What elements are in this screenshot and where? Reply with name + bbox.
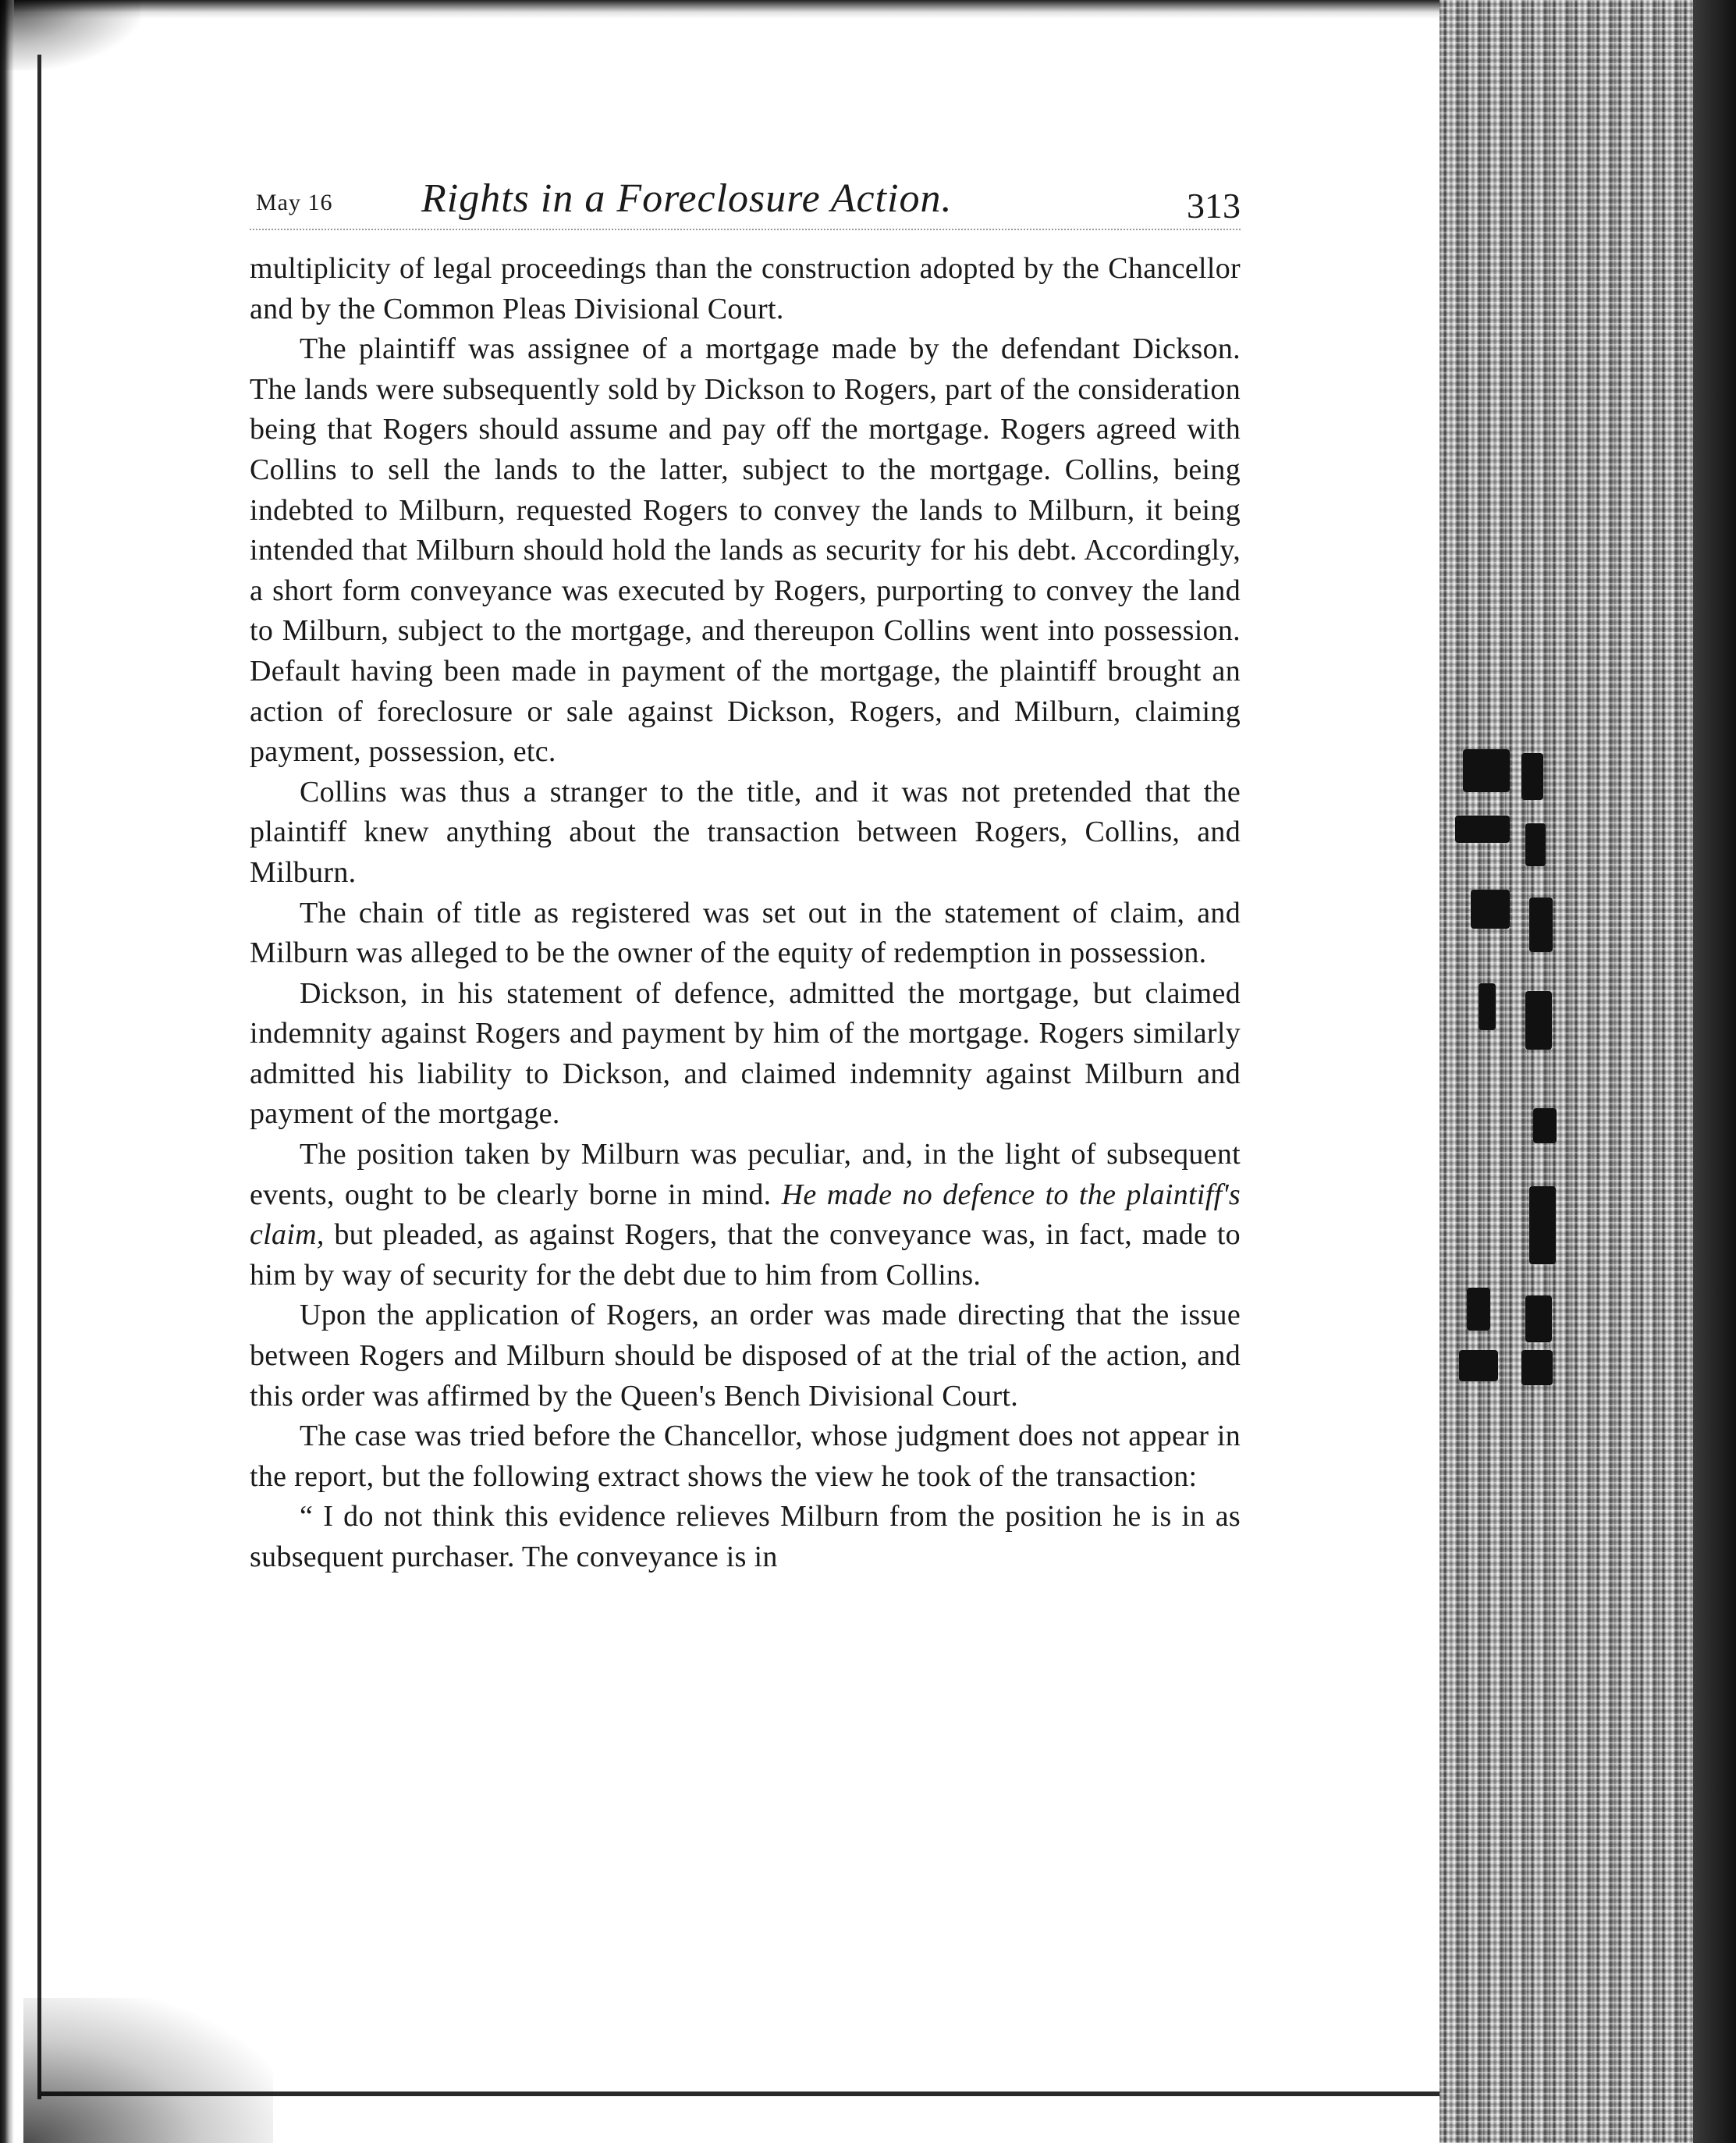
- running-header: [250, 176, 1241, 238]
- page-number: 313: [1187, 186, 1241, 226]
- scan-border-top: [0, 0, 1451, 19]
- header-date: May 16: [256, 190, 333, 215]
- bleed-through-marks: [1447, 749, 1580, 1389]
- scan-corner-shadow-bottom: [23, 1998, 273, 2143]
- paragraph: The plaintiff was assignee of a mortgage made by the defendant Dickson. The lands were subsequently sold by Dickson to Rogers, part of the consideration being that Rogers should assume and pay off the mortgage. Rogers agreed with Collins to sell the lands to the latter, subject to the mortgage. Collins, being indebted to Milburn, requested Rogers to convey the lands to Milburn, it being intended that Milburn should hold the lands as security for his debt. Accordingly, a short form conveyance was executed by Rogers, purporting to convey the land to Milburn, subject to the mortgage, and thereupon Collins went into possession. Default having been made in payment of the mortgage, the plaintiff brought an action of foreclosure or sale against Dickson, Rogers, and Milburn, claiming payment, possession, etc.: [250, 332, 1241, 769]
- quotation-paragraph: “ I do not think this evidence relieves Milburn from the position he is in as subsequent purchaser. The conveyance is in: [250, 1500, 1241, 1573]
- scan-corner-shadow-top: [0, 0, 140, 70]
- book-page: [250, 176, 1241, 1578]
- paragraph: Upon the application of Rogers, an order was made directing that the issue between Rogers and Milburn should be disposed of at the trial of the action, and this order was affirmed by the Queen's Bench Divisional Court.: [250, 1299, 1241, 1413]
- binding-dark-edge: [1693, 0, 1736, 2143]
- header-rule: [250, 229, 1241, 230]
- paragraph-italic-text: He made no defence to the plaintiff's claim,: [250, 1178, 1241, 1252]
- paragraph: The chain of title as registered was set out in the statement of claim, and Milburn was alleged to be the owner of the equity of redemption in possession.: [250, 896, 1241, 970]
- paragraph-continuation: multiplicity of legal proceedings than the construction adopted by the Chancellor and by the Common Pleas Divisional Court.: [250, 252, 1241, 325]
- page-edge-left: [37, 55, 41, 2099]
- paragraph-text: but pleaded, as against Rogers, that the conveyance was, in fact, made to him by way of security for the debt due to him from Collins.: [250, 1218, 1241, 1292]
- paragraph: Dickson, in his statement of defence, admitted the mortgage, but claimed indemnity against Rogers and payment by him of the mortgage. Rogers similarly admitted his liability to Dickson, and claimed indemnity against Milburn and payment of the mortgage.: [250, 976, 1241, 1131]
- paragraph: [250, 1135, 1241, 1295]
- paragraph-text: The position taken by Milburn was peculiar, and, in the light of subsequent events, ought to be clearly borne in mind.: [250, 1138, 1241, 1211]
- body-text: [250, 249, 1241, 1578]
- scan-border-left: [0, 0, 14, 2143]
- paragraph: The case was tried before the Chancellor, whose judgment does not appear in the report, but the following extract shows the view he took of the transaction:: [250, 1420, 1241, 1493]
- running-title: Rights in a Foreclosure Action.: [421, 176, 953, 221]
- paragraph: Collins was thus a stranger to the title, and it was not pretended that the plaintiff knew anything about the transaction between Rogers, Collins, and Milburn.: [250, 775, 1241, 889]
